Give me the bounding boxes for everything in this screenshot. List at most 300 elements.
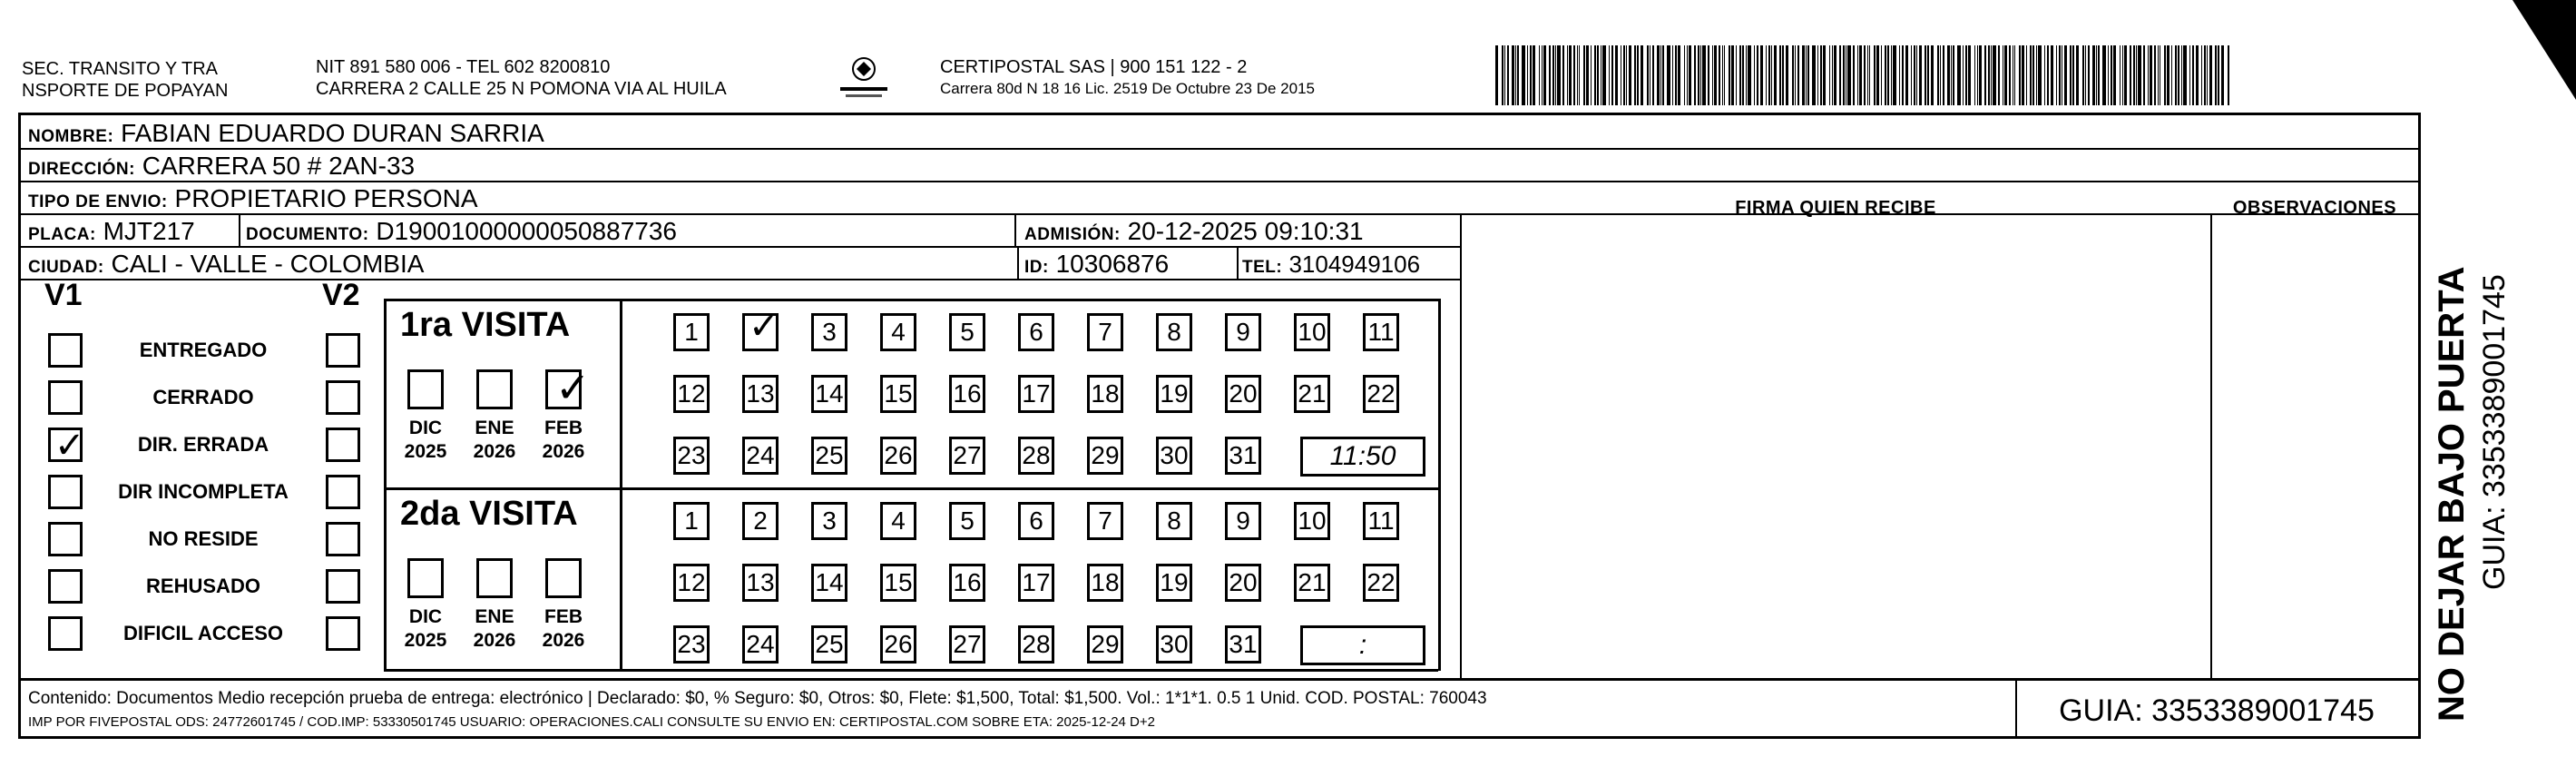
barcode-bar bbox=[2136, 45, 2137, 105]
month-label: ENE 2026 bbox=[473, 606, 516, 651]
day-box[interactable]: 14 bbox=[811, 564, 847, 602]
day-box[interactable]: 11 bbox=[1363, 502, 1399, 540]
sender-line-1: SEC. TRANSITO Y TRA bbox=[22, 59, 218, 79]
barcode-bar bbox=[1502, 45, 1503, 105]
corner-mark bbox=[2512, 0, 2576, 100]
barcode-bar bbox=[1748, 45, 1751, 105]
barcode-bar bbox=[1782, 45, 1784, 105]
barcode-bar bbox=[1662, 45, 1664, 105]
barcode-bar bbox=[1586, 45, 1589, 105]
sender-block bbox=[22, 58, 228, 102]
barcode-bar bbox=[2201, 45, 2202, 105]
nombre-value: FABIAN EDUARDO DURAN SARRIA bbox=[121, 119, 544, 147]
day-box[interactable]: 21 bbox=[1294, 375, 1330, 413]
barcode-bar bbox=[2204, 45, 2206, 105]
barcode-bar bbox=[1637, 45, 1639, 105]
v1-checkbox[interactable] bbox=[48, 569, 83, 604]
visit-title: 1ra VISITA bbox=[400, 306, 571, 344]
contenido-line: Contenido: Documentos Medio recepción prueba de entrega: electrónico | Declarado: $0, % Seguro: $0, Otros: $0, Flete: $1,500, Total: $1,500. Vol.: 1*1*1. 0.5 1 Unid. COD. POSTAL: 760043 bbox=[28, 689, 1487, 708]
barcode-bar bbox=[1766, 45, 1767, 105]
barcode-bar bbox=[1712, 45, 1713, 105]
barcode-bar bbox=[1754, 45, 1755, 105]
barcode-bar bbox=[1771, 45, 1772, 105]
visit-title: 2da VISITA bbox=[400, 495, 578, 533]
day-box[interactable]: 18 bbox=[1087, 375, 1123, 413]
barcode-bar bbox=[1937, 45, 1939, 105]
status-label: CERRADO bbox=[152, 386, 254, 408]
day-box[interactable]: 26 bbox=[880, 437, 916, 475]
company-line: CERTIPOSTAL SAS | 900 151 122 - 2 bbox=[940, 57, 1248, 77]
barcode-bar bbox=[1647, 45, 1649, 105]
barcode-bar bbox=[2032, 45, 2034, 105]
barcode-bar bbox=[2072, 45, 2074, 105]
day-box[interactable]: 4 bbox=[880, 313, 916, 351]
day-box[interactable]: 9 bbox=[1225, 502, 1261, 540]
day-box[interactable]: 13 bbox=[742, 375, 779, 413]
barcode-bar bbox=[1495, 45, 1498, 105]
v2-checkbox[interactable] bbox=[326, 333, 360, 368]
id-field bbox=[1024, 250, 1169, 282]
day-box[interactable]: 14 bbox=[811, 375, 847, 413]
day-box[interactable]: 4 bbox=[880, 502, 916, 540]
barcode-bar bbox=[1893, 45, 1896, 105]
month-label: DIC 2025 bbox=[404, 606, 447, 651]
barcode-bar bbox=[2192, 45, 2194, 105]
barcode-bar bbox=[1802, 45, 1805, 105]
barcode-bar bbox=[1569, 45, 1572, 105]
barcode-bar bbox=[1731, 45, 1734, 105]
barcode-bar bbox=[2218, 45, 2219, 105]
day-box[interactable]: 15 bbox=[880, 375, 916, 413]
day-box[interactable] bbox=[742, 313, 779, 351]
barcode-bar bbox=[1629, 45, 1631, 105]
barcode-bar bbox=[2228, 45, 2229, 105]
day-box[interactable]: 26 bbox=[880, 625, 916, 664]
barcode-bar bbox=[1951, 45, 1952, 105]
barcode-bar bbox=[1953, 45, 1954, 105]
status-label: DIR INCOMPLETA bbox=[118, 480, 289, 503]
barcode-bar bbox=[2030, 45, 2032, 105]
barcode-bar bbox=[1832, 45, 1833, 105]
barcode-bar bbox=[2051, 45, 2053, 105]
v1-checkbox[interactable] bbox=[48, 475, 83, 509]
day-box[interactable]: 10 bbox=[1294, 502, 1330, 540]
status-label: DIFICIL ACCESO bbox=[122, 622, 283, 644]
month-checkbox[interactable] bbox=[476, 369, 513, 409]
day-box[interactable]: 30 bbox=[1156, 437, 1192, 475]
barcode-bar bbox=[1797, 45, 1799, 105]
day-box[interactable]: 6 bbox=[1018, 313, 1054, 351]
documento-value: D19001000000050887736 bbox=[376, 217, 677, 245]
day-box[interactable]: 31 bbox=[1225, 437, 1261, 475]
barcode-bar bbox=[1724, 45, 1725, 105]
month-label: ENE 2026 bbox=[473, 418, 516, 462]
barcode-bar bbox=[1925, 45, 1926, 105]
sender-contact-block bbox=[316, 56, 727, 100]
barcode-bar bbox=[2143, 45, 2145, 105]
barcode-bar bbox=[2178, 45, 2179, 105]
barcode-bar bbox=[1687, 45, 1688, 105]
barcode-bar bbox=[1911, 45, 1912, 105]
direccion-row bbox=[28, 152, 415, 184]
barcode-bar bbox=[1533, 45, 1535, 105]
day-box[interactable]: 8 bbox=[1156, 502, 1192, 540]
barcode-bar bbox=[2196, 45, 2199, 105]
barcode-bar bbox=[2215, 45, 2217, 105]
barcode-bar bbox=[1504, 45, 1505, 105]
month-label: DIC 2025 bbox=[404, 418, 447, 462]
placa-field bbox=[28, 217, 195, 250]
barcode-bar bbox=[1829, 45, 1830, 105]
barcode-bar bbox=[1577, 45, 1578, 105]
barcode-bar bbox=[2070, 45, 2072, 105]
barcode-bar bbox=[1919, 45, 1922, 105]
barcode-bar bbox=[1998, 45, 2000, 105]
barcode-bar bbox=[2038, 45, 2042, 105]
barcode-bar bbox=[1698, 45, 1699, 105]
day-box[interactable]: 30 bbox=[1156, 625, 1192, 664]
barcode-bar bbox=[1522, 45, 1525, 105]
barcode-bar bbox=[1988, 45, 1990, 105]
v2-checkbox[interactable] bbox=[326, 522, 360, 556]
barcode-bar bbox=[1567, 45, 1568, 105]
month-checkbox[interactable] bbox=[545, 369, 582, 409]
placa-label: PLACA: bbox=[28, 225, 96, 244]
day-box[interactable]: 22 bbox=[1363, 564, 1399, 602]
v1-checkbox[interactable] bbox=[48, 333, 83, 368]
barcode-bar bbox=[2019, 45, 2021, 105]
barcode-bar bbox=[1657, 45, 1660, 105]
barcode-bar bbox=[1914, 45, 1915, 105]
certipostal-logo-icon bbox=[835, 51, 893, 103]
day-box[interactable]: 6 bbox=[1018, 502, 1054, 540]
barcode-bar bbox=[1881, 45, 1882, 105]
barcode-bar bbox=[1943, 45, 1944, 105]
barcode-bar bbox=[1672, 45, 1673, 105]
barcode-bar bbox=[1689, 45, 1691, 105]
barcode-bar bbox=[1562, 45, 1564, 105]
barcode-bar bbox=[1678, 45, 1680, 105]
barcode-bar bbox=[1552, 45, 1554, 105]
observaciones-header: OBSERVACIONES bbox=[2232, 198, 2397, 218]
day-box[interactable]: 15 bbox=[880, 564, 916, 602]
day-box[interactable]: 25 bbox=[811, 625, 847, 664]
day-box[interactable]: 17 bbox=[1018, 375, 1054, 413]
barcode-bar bbox=[2014, 45, 2015, 105]
barcode-bar bbox=[1843, 45, 1845, 105]
barcode-bar bbox=[1739, 45, 1741, 105]
barcode-bar bbox=[2056, 45, 2057, 105]
status-label: REHUSADO bbox=[146, 575, 260, 597]
barcode-bar bbox=[1931, 45, 1934, 105]
barcode-bar bbox=[1812, 45, 1816, 105]
barcode-bar bbox=[1708, 45, 1709, 105]
company-block bbox=[940, 56, 1315, 100]
day-box[interactable]: 23 bbox=[673, 437, 710, 475]
day-box[interactable]: 23 bbox=[673, 625, 710, 664]
barcode-bar bbox=[2154, 45, 2156, 105]
barcode-bar bbox=[1722, 45, 1723, 105]
day-box[interactable]: 16 bbox=[949, 564, 985, 602]
barcode-bar bbox=[2088, 45, 2090, 105]
barcode-bar bbox=[2150, 45, 2152, 105]
barcode-bar bbox=[1876, 45, 1879, 105]
barcode-bar bbox=[2096, 45, 2097, 105]
barcode-bar bbox=[1675, 45, 1677, 105]
barcode-bar bbox=[1702, 45, 1706, 105]
barcode-bar bbox=[2098, 45, 2100, 105]
day-box[interactable]: 12 bbox=[673, 564, 710, 602]
ciudad-label: CIUDAD: bbox=[28, 258, 104, 277]
barcode-bar bbox=[2133, 45, 2135, 105]
admision-field bbox=[1024, 217, 1364, 250]
day-box[interactable]: 7 bbox=[1087, 313, 1123, 351]
barcode-bar bbox=[2022, 45, 2024, 105]
barcode-bar bbox=[1530, 45, 1532, 105]
month-label: FEB 2026 bbox=[542, 418, 585, 462]
day-box[interactable]: 16 bbox=[949, 375, 985, 413]
day-box[interactable]: 3 bbox=[811, 313, 847, 351]
v1-checkbox[interactable] bbox=[48, 522, 83, 556]
visit-time-box[interactable]: 11:50 bbox=[1300, 437, 1425, 477]
tel-field bbox=[1242, 250, 1420, 282]
barcode-bar bbox=[1786, 45, 1788, 105]
day-box[interactable]: 5 bbox=[949, 502, 985, 540]
barcode-bar bbox=[2209, 45, 2212, 105]
nit-line: NIT 891 580 006 - TEL 602 8200810 bbox=[316, 57, 611, 77]
barcode-bar bbox=[1719, 45, 1720, 105]
barcode-bar bbox=[1874, 45, 1876, 105]
barcode-bar bbox=[1834, 45, 1837, 105]
month-checkbox[interactable] bbox=[407, 369, 444, 409]
v1-checkbox[interactable] bbox=[48, 428, 83, 462]
admision-label: ADMISIÓN: bbox=[1024, 225, 1121, 244]
barcode-bar bbox=[1652, 45, 1654, 105]
barcode-bar bbox=[1940, 45, 1941, 105]
barcode-bar bbox=[1887, 45, 1889, 105]
barcode-bar bbox=[1867, 45, 1868, 105]
day-box[interactable]: 12 bbox=[673, 375, 710, 413]
day-box[interactable]: 8 bbox=[1156, 313, 1192, 351]
barcode-bar bbox=[1965, 45, 1967, 105]
barcode-bar bbox=[1591, 45, 1592, 105]
barcode-bar bbox=[1899, 45, 1900, 105]
barcode-bar bbox=[2047, 45, 2049, 105]
v1-header: V1 bbox=[44, 278, 83, 312]
barcode-bar bbox=[2171, 45, 2172, 105]
barcode-bar bbox=[1977, 45, 1978, 105]
barcode-bar bbox=[1694, 45, 1696, 105]
day-box[interactable]: 1 bbox=[673, 313, 710, 351]
barcode-bar bbox=[2059, 45, 2061, 105]
barcode-bar bbox=[1542, 45, 1543, 105]
license-line: Carrera 80d N 18 16 Lic. 2519 De Octubre 23 De 2015 bbox=[940, 80, 1315, 97]
barcode-bar bbox=[1869, 45, 1870, 105]
month-checkbox[interactable] bbox=[545, 558, 582, 598]
barcode-bar bbox=[1902, 45, 1904, 105]
barcode-bar bbox=[1979, 45, 1982, 105]
barcode-bar bbox=[2036, 45, 2037, 105]
barcode-bar bbox=[2130, 45, 2131, 105]
v2-checkbox[interactable] bbox=[326, 569, 360, 604]
day-box[interactable]: 20 bbox=[1225, 375, 1261, 413]
barcode-bar bbox=[2082, 45, 2084, 105]
v2-checkbox[interactable] bbox=[326, 475, 360, 509]
nombre-label: NOMBRE: bbox=[28, 127, 114, 146]
barcode-bar bbox=[1891, 45, 1892, 105]
barcode-bar bbox=[1583, 45, 1585, 105]
barcode-bar bbox=[2175, 45, 2177, 105]
barcode-bar bbox=[1615, 45, 1618, 105]
tel-label: TEL: bbox=[1242, 258, 1283, 277]
day-box[interactable]: 5 bbox=[949, 313, 985, 351]
day-box[interactable]: 19 bbox=[1156, 564, 1192, 602]
tel-value: 3104949106 bbox=[1288, 251, 1421, 278]
barcode-bar bbox=[1742, 45, 1744, 105]
v2-checkbox[interactable] bbox=[326, 428, 360, 462]
day-box[interactable]: 27 bbox=[949, 625, 985, 664]
barcode-bar bbox=[1760, 45, 1763, 105]
barcode-bar bbox=[1557, 45, 1561, 105]
tipo-envio-label: TIPO DE ENVIO: bbox=[28, 192, 168, 211]
barcode-bar bbox=[2092, 45, 2095, 105]
day-box[interactable]: 20 bbox=[1225, 564, 1261, 602]
barcode-bar bbox=[1885, 45, 1886, 105]
day-box[interactable]: 27 bbox=[949, 437, 985, 475]
barcode-bar bbox=[1736, 45, 1737, 105]
visit-time-box[interactable]: : bbox=[1300, 625, 1425, 665]
barcode-bar bbox=[2064, 45, 2067, 105]
barcode-bar bbox=[2044, 45, 2045, 105]
barcode-bar bbox=[1626, 45, 1627, 105]
day-box[interactable]: 13 bbox=[742, 564, 779, 602]
barcode-bar bbox=[1539, 45, 1540, 105]
barcode-bar bbox=[2120, 45, 2121, 105]
barcode-bar bbox=[1947, 45, 1950, 105]
day-box[interactable]: 29 bbox=[1087, 625, 1123, 664]
documento-label: DOCUMENTO: bbox=[246, 225, 369, 244]
footer-guia: GUIA: 3353389001745 bbox=[2059, 693, 2375, 728]
day-box[interactable]: 2 bbox=[742, 502, 779, 540]
barcode-bar bbox=[1957, 45, 1961, 105]
day-box[interactable]: 25 bbox=[811, 437, 847, 475]
barcode-bar bbox=[1602, 45, 1606, 105]
barcode-bar bbox=[2189, 45, 2190, 105]
barcode-bar bbox=[2108, 45, 2109, 105]
day-box[interactable]: 11 bbox=[1363, 313, 1399, 351]
barcode-bar bbox=[1684, 45, 1685, 105]
barcode-bar bbox=[1594, 45, 1596, 105]
barcode-bar bbox=[1634, 45, 1636, 105]
barcode-bar bbox=[2111, 45, 2112, 105]
v2-header: V2 bbox=[322, 278, 360, 312]
day-box[interactable]: 18 bbox=[1087, 564, 1123, 602]
day-box[interactable]: 7 bbox=[1087, 502, 1123, 540]
barcode-bar bbox=[1597, 45, 1599, 105]
barcode-bar bbox=[1667, 45, 1670, 105]
day-box[interactable]: 29 bbox=[1087, 437, 1123, 475]
barcode-bar bbox=[1991, 45, 1992, 105]
barcode-bar bbox=[2102, 45, 2106, 105]
direccion-label: DIRECCIÓN: bbox=[28, 160, 135, 179]
barcode-bar bbox=[1839, 45, 1841, 105]
barcode-bar bbox=[1768, 45, 1770, 105]
id-value: 10306876 bbox=[1055, 250, 1170, 278]
tipo-envio-value: PROPIETARIO PERSONA bbox=[174, 184, 478, 212]
tipo-envio-row bbox=[28, 184, 478, 217]
barcode-bar bbox=[1817, 45, 1818, 105]
day-box[interactable]: 17 bbox=[1018, 564, 1054, 602]
address-line: CARRERA 2 CALLE 25 N POMONA VIA AL HUILA bbox=[316, 79, 727, 99]
day-box[interactable]: 31 bbox=[1225, 625, 1261, 664]
barcode-bar bbox=[2183, 45, 2187, 105]
day-box[interactable]: 3 bbox=[811, 502, 847, 540]
day-box[interactable]: 21 bbox=[1294, 564, 1330, 602]
barcode-bar bbox=[2004, 45, 2007, 105]
barcode-bar bbox=[2026, 45, 2027, 105]
direccion-value: CARRERA 50 # 2AN-33 bbox=[142, 152, 416, 180]
barcode-bar bbox=[1847, 45, 1851, 105]
barcode-bar bbox=[2221, 45, 2224, 105]
status-label: NO RESIDE bbox=[148, 527, 259, 550]
day-box[interactable]: 10 bbox=[1294, 313, 1330, 351]
month-checkbox[interactable] bbox=[476, 558, 513, 598]
barcode-bar bbox=[2009, 45, 2011, 105]
barcode-bar bbox=[1807, 45, 1809, 105]
day-box[interactable]: 22 bbox=[1363, 375, 1399, 413]
day-box[interactable]: 24 bbox=[742, 625, 779, 664]
barcode-bar bbox=[1968, 45, 1971, 105]
day-box[interactable]: 28 bbox=[1018, 437, 1054, 475]
nombre-row bbox=[28, 119, 544, 152]
day-box[interactable]: 9 bbox=[1225, 313, 1261, 351]
barcode-bar bbox=[2181, 45, 2182, 105]
placa-value: MJT217 bbox=[103, 217, 195, 245]
barcode-bar bbox=[1792, 45, 1794, 105]
day-box[interactable]: 1 bbox=[673, 502, 710, 540]
day-box[interactable]: 24 bbox=[742, 437, 779, 475]
firma-header: FIRMA QUIEN RECIBE bbox=[1735, 198, 1936, 218]
barcode-bar bbox=[2122, 45, 2123, 105]
barcode-bar bbox=[1927, 45, 1929, 105]
barcode-bar bbox=[1623, 45, 1625, 105]
v2-checkbox[interactable] bbox=[326, 616, 360, 651]
day-box[interactable]: 19 bbox=[1156, 375, 1192, 413]
barcode-bar bbox=[1515, 45, 1516, 105]
barcode-bar bbox=[2076, 45, 2079, 105]
barcode-bar bbox=[1774, 45, 1777, 105]
id-label: ID: bbox=[1024, 258, 1049, 277]
barcode-bar bbox=[1517, 45, 1519, 105]
v1-checkbox[interactable] bbox=[48, 616, 83, 651]
barcode-bar bbox=[1795, 45, 1796, 105]
barcode-bar bbox=[1823, 45, 1826, 105]
barcode-bar bbox=[1746, 45, 1747, 105]
barcode-bar bbox=[2113, 45, 2116, 105]
sender-line-2: NSPORTE DE POPAYAN bbox=[22, 81, 229, 101]
delivery-form bbox=[18, 113, 2421, 739]
barcode-bar bbox=[1859, 45, 1862, 105]
month-checkbox[interactable] bbox=[407, 558, 444, 598]
admision-value: 20-12-2025 09:10:31 bbox=[1127, 217, 1364, 245]
v1-checkbox[interactable] bbox=[48, 380, 83, 415]
barcode-bar bbox=[1729, 45, 1730, 105]
barcode-bar bbox=[1579, 45, 1580, 105]
v2-checkbox[interactable] bbox=[326, 380, 360, 415]
barcode-bar bbox=[1714, 45, 1717, 105]
day-box[interactable]: 28 bbox=[1018, 625, 1054, 664]
barcode-bar bbox=[1555, 45, 1556, 105]
